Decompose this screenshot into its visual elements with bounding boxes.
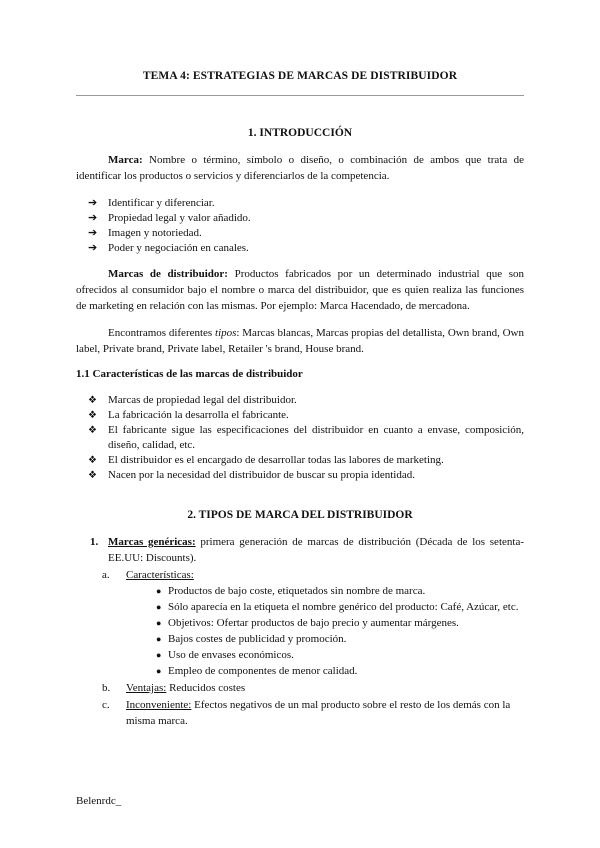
arrow-icon: ➔ xyxy=(88,212,98,224)
arrow-icon: ➔ xyxy=(88,197,98,209)
diamond-list xyxy=(76,393,524,483)
list-item-marcas-genericas xyxy=(76,534,524,566)
list-item xyxy=(76,408,524,423)
list-item-text: Imagen y notoriedad. xyxy=(108,227,202,239)
ventajas-text: Reducidos costes xyxy=(166,682,246,694)
bullet-dot-icon: ● xyxy=(156,650,162,660)
document-title: TEMA 4: ESTRATEGIAS DE MARCAS DE DISTRIBUIDOR xyxy=(142,70,458,82)
bullet-dot-icon: ● xyxy=(156,666,162,676)
definition-marcas-distribuidor: Productos fabricados por un determinado industrial que son ofrecidos al consumidor bajo el nombre o marca del distribuidor, que es quien realiza las funciones de marketing en relación con las mismas. Por ejemplo: Marca Hacendado, de mercadona. xyxy=(76,268,524,312)
paragraph-tipos xyxy=(76,325,524,357)
sublist-item-caracteristicas xyxy=(76,567,524,583)
bullet-item xyxy=(76,631,524,647)
list-item xyxy=(76,468,524,483)
diamond-bullet-icon: ❖ xyxy=(88,425,97,436)
bullet-item xyxy=(76,615,524,631)
tipos-post: : Marcas blancas, Marcas propias del detallista, Own brand, Own label, Private brand, Private label, Retailer 's brand, House brand. xyxy=(76,327,525,355)
list-item-text: El distribuidor es el encargado de desarrollar todas las labores de marketing. xyxy=(108,454,444,466)
list-item xyxy=(76,211,524,226)
diamond-bullet-icon: ❖ xyxy=(88,470,97,481)
sublist-letter: a. xyxy=(102,569,110,581)
diamond-bullet-icon: ❖ xyxy=(88,395,97,406)
term-marcas-genericas: Marcas genéricas: xyxy=(108,536,196,548)
bullet-dot-icon: ● xyxy=(156,602,162,612)
section-heading-tipos-marca: 2. TIPOS DE MARCA DEL DISTRIBUIDOR xyxy=(187,509,413,521)
bullet-item xyxy=(76,663,524,679)
definition-marca: Nombre o término, símbolo o diseño, o combinación de ambos que trata de identificar los productos o servicios y diferenciarlos de la competencia. xyxy=(76,154,524,182)
list-item xyxy=(76,393,524,408)
bullet-text: Bajos costes de publicidad y promoción. xyxy=(168,633,347,645)
list-item xyxy=(76,241,524,256)
bullet-dot-icon: ● xyxy=(156,634,162,644)
paragraph-marcas-distribuidor xyxy=(76,266,524,314)
list-item-text: Poder y negociación en canales. xyxy=(108,242,249,254)
bullet-item xyxy=(76,599,524,615)
bullet-text: Productos de bajo coste, etiquetados sin nombre de marca. xyxy=(168,585,426,597)
sublist-item-inconveniente xyxy=(76,697,524,729)
ventajas-title: Ventajas: xyxy=(126,682,167,694)
list-item-text: Identificar y diferenciar. xyxy=(108,197,215,209)
inconveniente-title: Inconveniente: xyxy=(126,699,192,711)
sublist-item-ventajas xyxy=(76,680,524,696)
section-heading-introduccion: 1. INTRODUCCIÓN xyxy=(247,127,353,139)
list-item-text: La fabricación la desarrolla el fabricante. xyxy=(108,409,289,421)
paragraph-marca xyxy=(76,152,524,184)
bullet-text: Sólo aparecía en la etiqueta el nombre genérico del producto: Café, Azúcar, etc. xyxy=(168,601,519,613)
list-item-text: Marcas de propiedad legal del distribuidor. xyxy=(108,394,297,406)
bullet-text: Empleo de componentes de menor calidad. xyxy=(168,665,358,677)
list-item-text: El fabricante sigue las especificaciones del distribuidor en cuanto a envase, composición, diseño, calidad, etc. xyxy=(108,424,524,451)
bullet-dot-icon: ● xyxy=(156,586,162,596)
list-item-text: Propiedad legal y valor añadido. xyxy=(108,212,251,224)
tipos-pre: Encontramos diferentes xyxy=(108,327,216,339)
list-item xyxy=(76,453,524,468)
bullet-dot-icon: ● xyxy=(156,618,162,628)
tipos-word: tipos xyxy=(215,327,237,339)
list-item xyxy=(76,423,524,453)
arrow-icon: ➔ xyxy=(88,242,98,254)
sublist-letter: b. xyxy=(102,682,111,694)
arrow-icon: ➔ xyxy=(88,227,98,239)
diamond-bullet-icon: ❖ xyxy=(88,455,97,466)
inconveniente-text: Efectos negativos de un mal producto sobre el resto de los demás con la misma marca. xyxy=(126,699,511,727)
arrow-list xyxy=(76,196,524,256)
bullet-text: Objetivos: Ofertar productos de bajo precio y aumentar márgenes. xyxy=(168,617,459,629)
bullet-text: Uso de envases económicos. xyxy=(168,649,294,661)
marcas-genericas-text: primera generación de marcas de distribución (Década de los setenta-EE.UU: Discounts). xyxy=(108,536,524,564)
title-rule xyxy=(76,95,524,96)
list-item xyxy=(76,226,524,241)
term-marca: Marca: xyxy=(108,154,143,166)
subsection-heading-caracteristicas: 1.1 Características de las marcas de distribuidor xyxy=(76,368,303,380)
numbered-list xyxy=(76,534,524,729)
bullet-item xyxy=(76,583,524,599)
list-item xyxy=(76,196,524,211)
term-marcas-distribuidor: Marcas de distribuidor: xyxy=(108,268,228,280)
caracteristicas-title: Características: xyxy=(126,569,194,581)
footer-author: Belenrdc_ xyxy=(76,795,122,807)
diamond-bullet-icon: ❖ xyxy=(88,410,97,421)
list-item-text: Nacen por la necesidad del distribuidor de buscar su propia identidad. xyxy=(108,469,415,481)
sublist-letter: c. xyxy=(102,699,110,711)
list-number: 1. xyxy=(90,536,99,548)
bullet-item xyxy=(76,647,524,663)
